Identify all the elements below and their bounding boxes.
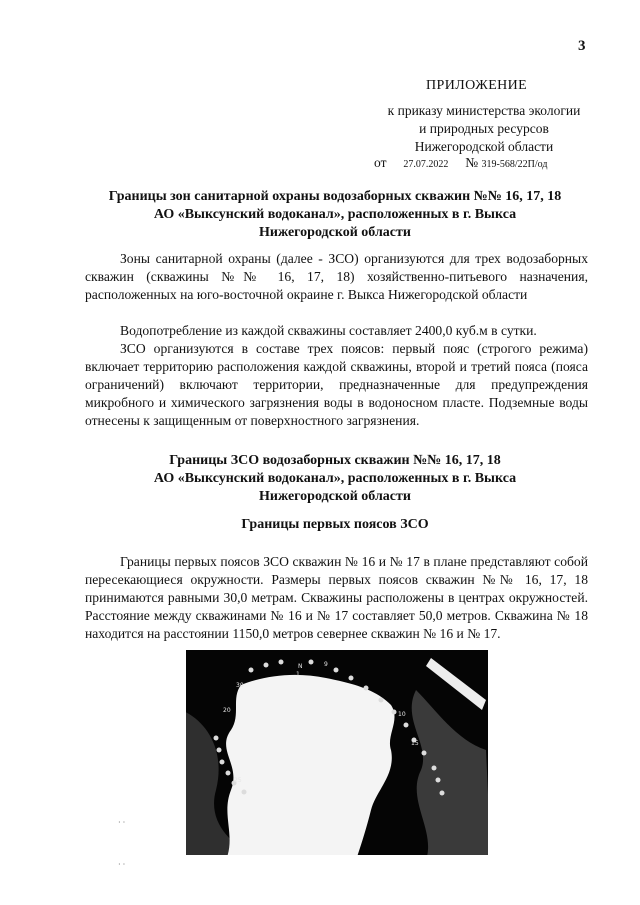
- order-number: 319-568/22П/од: [481, 159, 548, 170]
- map-marker-label: 15: [411, 740, 419, 747]
- first-belts-paragraph: Границы первых поясов ЗСО скважин № 16 и № 17 в плане представляют собой пересекающиеся окружности. Размеры первых поясов скважин №№ 16, 17, 18 принимаются равными 30,0 метрам. Скважины расположены в центрах окружностей. Расстояние между скважинами № 16 и № 17 составляет 50,0 метров. Скважина № 18 находится на расстоянии 1150,0 метров севернее скважин № 16 и № 17.: [85, 554, 588, 641]
- zone-marker-dot: [242, 790, 247, 795]
- order-line-3: Нижегородской области: [414, 139, 554, 154]
- intro-paragraph-3: ЗСО организуются в составе трех поясов: первый пояс (строгого режима) включает территорию расположения каждой скважины, второй и третий пояса (пояса ограничений) включают территории, предназначенные для предупреждения микробного и химического загрязнения воды в водоносном пласте. Подземные воды отнесены к защищенным от поверхностного загрязнения.: [85, 341, 588, 428]
- zone-marker-dot: [364, 686, 369, 691]
- zone-marker-dot: [217, 748, 222, 753]
- zone-marker-dot: [220, 760, 225, 765]
- zone-marker-dot: [334, 668, 339, 673]
- main-heading-line-3: Нижегородской области: [259, 225, 411, 240]
- appendix-title: ПРИЛОЖЕНИЕ: [426, 78, 528, 93]
- zone-marker-dot: [214, 736, 219, 741]
- zone-marker-dot: [422, 751, 427, 756]
- zone-marker-dot: [249, 668, 254, 673]
- order-line-2: и природных ресурсов: [419, 121, 549, 136]
- section-heading: [80, 452, 590, 506]
- map-marker-label: 30: [236, 682, 244, 689]
- zone-marker-dot: [379, 698, 384, 703]
- main-heading-line-2: АО «Выксунский водоканал», расположенных в г. Выкса: [153, 207, 517, 222]
- map-marker-label: 20: [223, 707, 231, 714]
- zone-marker-dot: [432, 766, 437, 771]
- order-reference: [374, 102, 594, 156]
- left-margin-mark: · ·: [118, 818, 126, 827]
- zone-marker-dot: [440, 791, 445, 796]
- left-margin-mark-2: · ·: [118, 860, 126, 869]
- main-heading-line-1: Границы зон санитарной охраны водозаборных скважин №№ 16, 17, 18: [108, 189, 562, 204]
- zone-marker-dot: [226, 771, 231, 776]
- subsection-heading: Границы первых поясов ЗСО: [241, 517, 429, 532]
- map-marker-label: 10: [398, 711, 406, 718]
- zone-marker-dot: [404, 723, 409, 728]
- zone-marker-dot: [436, 778, 441, 783]
- section-heading-line-2: АО «Выксунский водоканал», расположенных в г. Выкса: [153, 471, 517, 486]
- intro-paragraph-2: Водопотребление из каждой скважины составляет 2400,0 куб.м в сутки.: [120, 323, 537, 338]
- map-marker-label: 1: [296, 671, 300, 678]
- order-date-line: [374, 155, 547, 171]
- zone-marker-dot: [264, 663, 269, 668]
- date-prefix: от: [374, 155, 387, 170]
- map-svg: [186, 650, 488, 855]
- section-heading-line-3: Нижегородской области: [259, 489, 411, 504]
- number-prefix: №: [465, 155, 479, 170]
- order-date: 27.07.2022: [403, 159, 449, 170]
- order-line-1: к приказу министерства экологии: [387, 103, 581, 118]
- zone-marker-dot: [392, 710, 397, 715]
- main-heading: [80, 188, 590, 242]
- map-marker-label: 9: [324, 661, 328, 668]
- zone-marker-dot: [349, 676, 354, 681]
- page-number: 3: [578, 38, 586, 54]
- satellite-map-image: [186, 650, 488, 855]
- map-north-label: N: [298, 663, 303, 670]
- intro-paragraph-1: Зоны санитарной охраны (далее - ЗСО) организуются для трех водозаборных скважин (скважины №№ 16, 17, 18) хозяйственно-питьевого назначения, расположенных на юго-восточной окраине г. Выкса Нижегородской области: [85, 251, 588, 302]
- zone-marker-dot: [279, 660, 284, 665]
- zone-marker-dot: [309, 660, 314, 665]
- map-marker-label: 25: [234, 777, 242, 784]
- section-heading-line-1: Границы ЗСО водозаборных скважин №№ 16, 17, 18: [169, 453, 501, 468]
